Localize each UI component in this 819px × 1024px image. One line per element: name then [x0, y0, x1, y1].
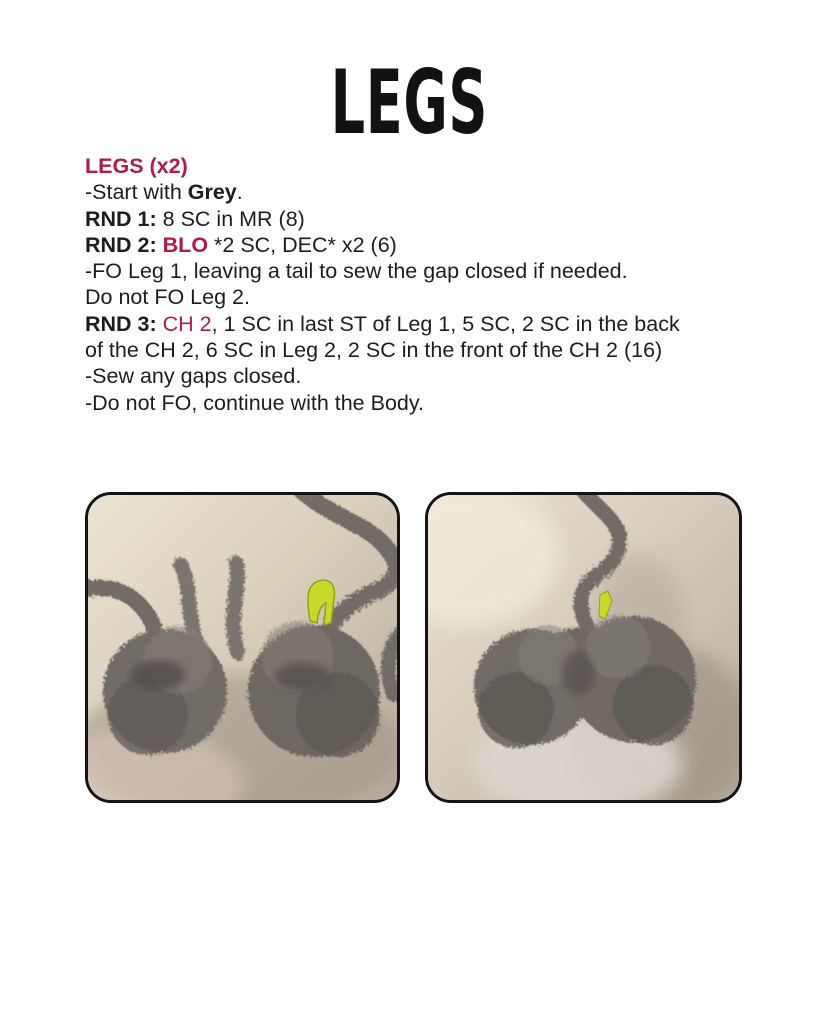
photo-row	[85, 492, 745, 803]
instruction-segment: -Do not FO, continue with the Body.	[85, 390, 424, 415]
instruction-line	[85, 206, 755, 232]
instruction-line	[85, 337, 755, 363]
instruction-line	[85, 363, 755, 389]
instruction-line	[85, 311, 755, 337]
instruction-lines	[85, 179, 755, 416]
instruction-segment: -FO Leg 1, leaving a tail to sew the gap closed if needed.	[85, 259, 628, 284]
instruction-segment: .	[236, 180, 243, 205]
instruction-line	[85, 258, 755, 284]
instruction-segment: RND 2:	[85, 232, 157, 257]
instruction-segment: Do not FO Leg 2.	[85, 285, 250, 310]
instruction-line	[85, 390, 755, 416]
instruction-segment: BLO	[162, 232, 209, 257]
instruction-segment: Grey	[187, 180, 237, 205]
photo-legs-separate-image	[88, 495, 397, 800]
section-heading: LEGS (x2)	[85, 154, 188, 178]
photo-legs-separate	[85, 492, 400, 803]
page-title: LEGS	[330, 52, 489, 155]
instruction-line	[85, 232, 755, 258]
photo-legs-joined-image	[428, 495, 739, 800]
instruction-segment: CH 2	[162, 311, 212, 336]
instruction-line	[85, 179, 755, 205]
photo-legs-joined	[425, 492, 742, 803]
instruction-segment: , 1 SC in last ST of Leg 1, 5 SC, 2 SC in the back	[211, 311, 680, 336]
pattern-instructions	[85, 153, 755, 416]
instruction-segment: 8 SC in MR (8)	[156, 206, 305, 231]
instruction-segment: of the CH 2, 6 SC in Leg 2, 2 SC in the front of the CH 2 (16)	[85, 338, 663, 363]
page-title-wrap	[0, 52, 819, 155]
instruction-segment: RND 3:	[85, 311, 157, 336]
instruction-segment: -Start with	[85, 180, 188, 205]
instruction-segment: RND 1:	[85, 206, 157, 231]
instruction-segment: *2 SC, DEC* x2 (6)	[208, 232, 397, 257]
instruction-segment: -Sew any gaps closed.	[85, 364, 302, 389]
instruction-line	[85, 284, 755, 310]
